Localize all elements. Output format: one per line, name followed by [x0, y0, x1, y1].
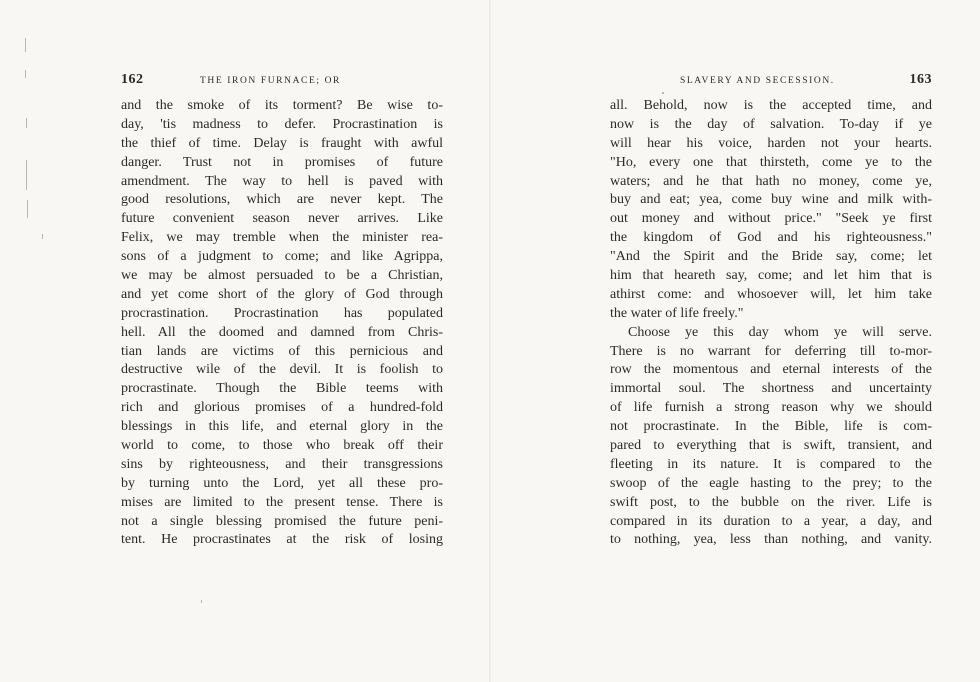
text-line: immortal soul. The shortness and uncertainty — [610, 381, 932, 397]
right-body-text — [610, 97, 932, 550]
scan-mark — [26, 118, 27, 128]
text-line: by turning unto the Lord, yet all these pro- — [121, 475, 443, 491]
text-line: There is no warrant for deferring till to-mor- — [610, 343, 932, 359]
text-line: now is the day of salvation. To-day if ye — [610, 116, 932, 132]
text-line: procrastination. Procrastination has populated — [121, 305, 443, 321]
text-line: to nothing, yea, less than nothing, and vanity. — [610, 532, 932, 548]
text-line: future convenient season never arrives. Like — [121, 211, 443, 227]
scan-mark — [25, 38, 26, 52]
scan-mark — [662, 92, 664, 94]
left-body-text — [121, 97, 443, 550]
text-line: swift post, to the bubble on the river. Life is — [610, 494, 932, 510]
text-line: swoop of the eagle hasting to the prey; to the — [610, 475, 932, 491]
text-line: athirst come: and whosoever will, let him take — [610, 286, 932, 302]
text-line: sons of a judgment to come; and like Agrippa, — [121, 249, 443, 265]
text-line: pared to everything that is swift, transient, and — [610, 438, 932, 454]
text-line: all. Behold, now is the accepted time, and — [610, 98, 932, 113]
text-line: not procrastinate. In the Bible, life is com- — [610, 419, 932, 435]
text-line: danger. Trust not in promises of future — [121, 154, 443, 170]
text-line: fleeting in its nature. It is compared to the — [610, 456, 932, 472]
scan-mark — [27, 200, 28, 218]
text-line: procrastinate. Though the Bible teems with — [121, 381, 443, 397]
left-running-head — [121, 72, 443, 90]
text-line: hell. All the doomed and damned from Chris- — [121, 324, 443, 340]
text-line: him that heareth say, come; and let him that is — [610, 268, 932, 284]
text-line: the thief of time. Delay is fraught with awful — [121, 135, 443, 151]
text-line: will hear his voice, harden not your hearts. — [610, 135, 932, 151]
scan-mark — [26, 160, 27, 190]
text-line: mises are limited to the present tense. There is — [121, 494, 443, 510]
running-title-left: THE IRON FURNACE; OR — [200, 76, 341, 86]
text-line: Felix, we may tremble when the minister rea- — [121, 230, 443, 246]
text-line: blessings in this life, and eternal glory in the — [121, 419, 443, 435]
text-line: compared in its duration to a year, a day, and — [610, 513, 932, 529]
text-line: of life furnish a strong reason why we should — [610, 400, 932, 416]
text-line: amendment. The way to hell is paved with — [121, 173, 443, 189]
text-line: "Ho, every one that thirsteth, come ye to the — [610, 154, 932, 170]
scan-mark — [25, 70, 26, 78]
text-line: and yet come short of the glory of God through — [121, 286, 443, 302]
page-gutter — [489, 0, 491, 682]
text-line: the kingdom of God and his righteousness." — [610, 230, 932, 246]
text-line: world to come, to those who break off their — [121, 438, 443, 454]
scan-mark — [42, 234, 43, 239]
text-line: waters; and he that hath no money, come ye, — [610, 173, 932, 189]
running-title-right: SLAVERY AND SECESSION. — [680, 76, 835, 86]
text-line: the water of life freely." — [610, 305, 744, 321]
scan-mark — [201, 600, 202, 603]
right-running-head — [610, 72, 932, 90]
text-line: not a single blessing promised the future peni- — [121, 513, 443, 529]
text-line: buy and eat; yea, come buy wine and milk with- — [610, 192, 932, 208]
text-line: and the smoke of its torment? Be wise to- — [121, 98, 443, 113]
text-line: tian lands are victims of this pernicious and — [121, 343, 443, 359]
text-line: destructive wile of the devil. It is foolish to — [121, 362, 443, 378]
text-line: out money and without price." "Seek ye first — [610, 211, 932, 227]
text-line: tent. He procrastinates at the risk of losing — [121, 532, 443, 548]
page-number-right: 163 — [909, 72, 932, 87]
text-line: rich and glorious promises of a hundred-fold — [121, 400, 443, 416]
text-line: "And the Spirit and the Bride say, come; let — [610, 249, 932, 265]
text-line: we may be almost persuaded to be a Christian, — [121, 268, 443, 284]
text-line: good resolutions, which are never kept. The — [121, 192, 443, 208]
text-line: Choose ye this day whom ye will serve. — [628, 324, 932, 340]
page-number-left: 162 — [121, 72, 144, 87]
text-line: day, 'tis madness to defer. Procrastination is — [121, 116, 443, 132]
text-line: sins by righteousness, and their transgressions — [121, 456, 443, 472]
text-line: row the momentous and eternal interests of the — [610, 362, 932, 378]
